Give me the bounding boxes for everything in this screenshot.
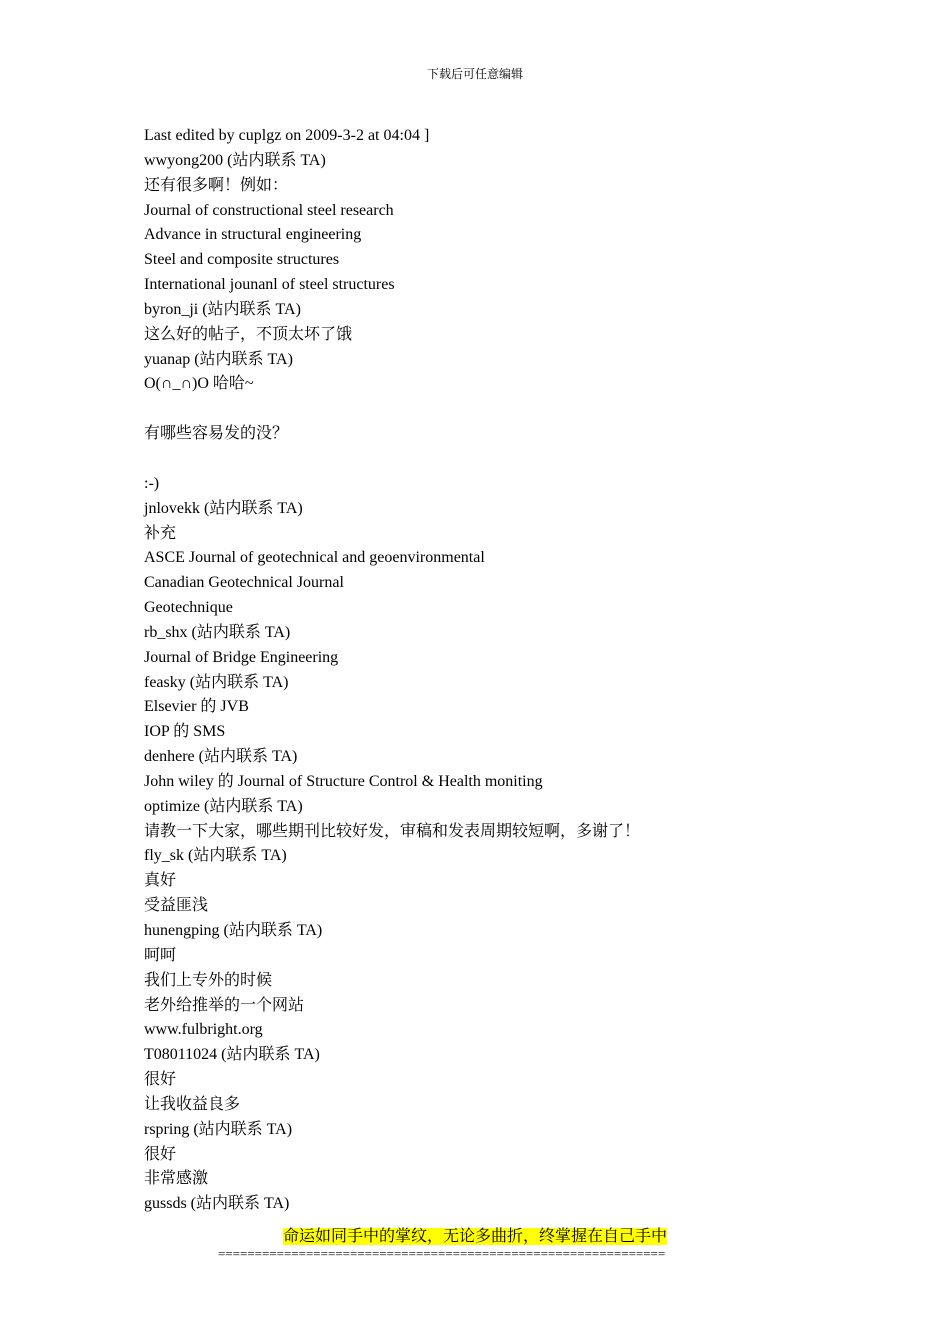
- document-body: [144, 124, 844, 1217]
- text-line: gussds (站内联系 TA): [144, 1195, 290, 1213]
- text-line: 非常感激: [144, 1170, 209, 1188]
- text-line: yuanap (站内联系 TA): [144, 350, 293, 368]
- text-line: Canadian Geotechnical Journal: [144, 574, 344, 592]
- text-line: 这么好的帖子，不顶太坏了饿: [144, 325, 353, 343]
- text-line: Geotechnique: [144, 599, 233, 617]
- text-line: Journal of constructional steel research: [144, 201, 394, 219]
- text-line: feasky (站内联系 TA): [144, 673, 289, 691]
- text-line: fly_sk (站内联系 TA): [144, 847, 287, 865]
- text-line: 我们上专外的时候: [144, 971, 273, 989]
- text-line: wwyong200 (站内联系 TA): [144, 151, 326, 169]
- text-line: rb_shx (站内联系 TA): [144, 623, 291, 641]
- text-line: jnlovekk (站内联系 TA): [144, 499, 303, 517]
- text-line: optimize (站内联系 TA): [144, 797, 303, 815]
- text-line: O(∩_∩)O 哈哈~: [144, 375, 254, 393]
- text-line: Journal of Bridge Engineering: [144, 648, 339, 666]
- text-line: Advance in structural engineering: [144, 226, 362, 244]
- text-line: 很好: [144, 1145, 177, 1163]
- blank-line: [144, 447, 844, 472]
- text-line: 老外给推举的一个网站: [144, 996, 305, 1014]
- text-line: 补充: [144, 524, 177, 542]
- text-line: :-): [144, 474, 160, 492]
- text-line: John wiley 的 Journal of Structure Control & Health moniting: [144, 772, 543, 790]
- text-line: byron_ji (站内联系 TA): [144, 300, 301, 318]
- text-line: Last edited by cuplgz on 2009-3-2 at 04:04 ]: [144, 127, 430, 144]
- text-line: denhere (站内联系 TA): [144, 748, 298, 766]
- text-line: 还有很多啊！例如：: [144, 176, 289, 194]
- footer-motto-text: 命运如同手中的掌纹，无论多曲折，终掌握在自己手中: [282, 1228, 667, 1245]
- text-line: IOP 的 SMS: [144, 723, 226, 741]
- text-line: Steel and composite structures: [144, 251, 340, 269]
- text-line: www.fulbright.org: [144, 1021, 263, 1039]
- text-line: 真好: [144, 872, 177, 890]
- text-line: 很好: [144, 1071, 177, 1089]
- text-line: 受益匪浅: [144, 897, 209, 915]
- text-line: 呵呵: [144, 946, 177, 964]
- text-line: 有哪些容易发的没？: [144, 425, 289, 443]
- text-line: hunengping (站内联系 TA): [144, 922, 323, 939]
- footer-divider: =============================================================: [218, 1246, 666, 1261]
- text-line: T08011024 (站内联系 TA): [144, 1046, 320, 1064]
- text-line: International jounanl of steel structures: [144, 276, 395, 294]
- text-line: rspring (站内联系 TA): [144, 1120, 293, 1138]
- text-line: 让我收益良多: [144, 1095, 241, 1113]
- text-line: 请教一下大家，哪些期刊比较好发，审稿和发表周期较短啊，多谢了！: [144, 822, 641, 840]
- text-line: ASCE Journal of geotechnical and geoenvironmental: [144, 549, 485, 567]
- header-note: 下载后可任意编辑: [426, 67, 523, 81]
- blank-line: [144, 397, 844, 422]
- text-line: Elsevier 的 JVB: [144, 698, 249, 716]
- footer-motto: [0, 1226, 950, 1248]
